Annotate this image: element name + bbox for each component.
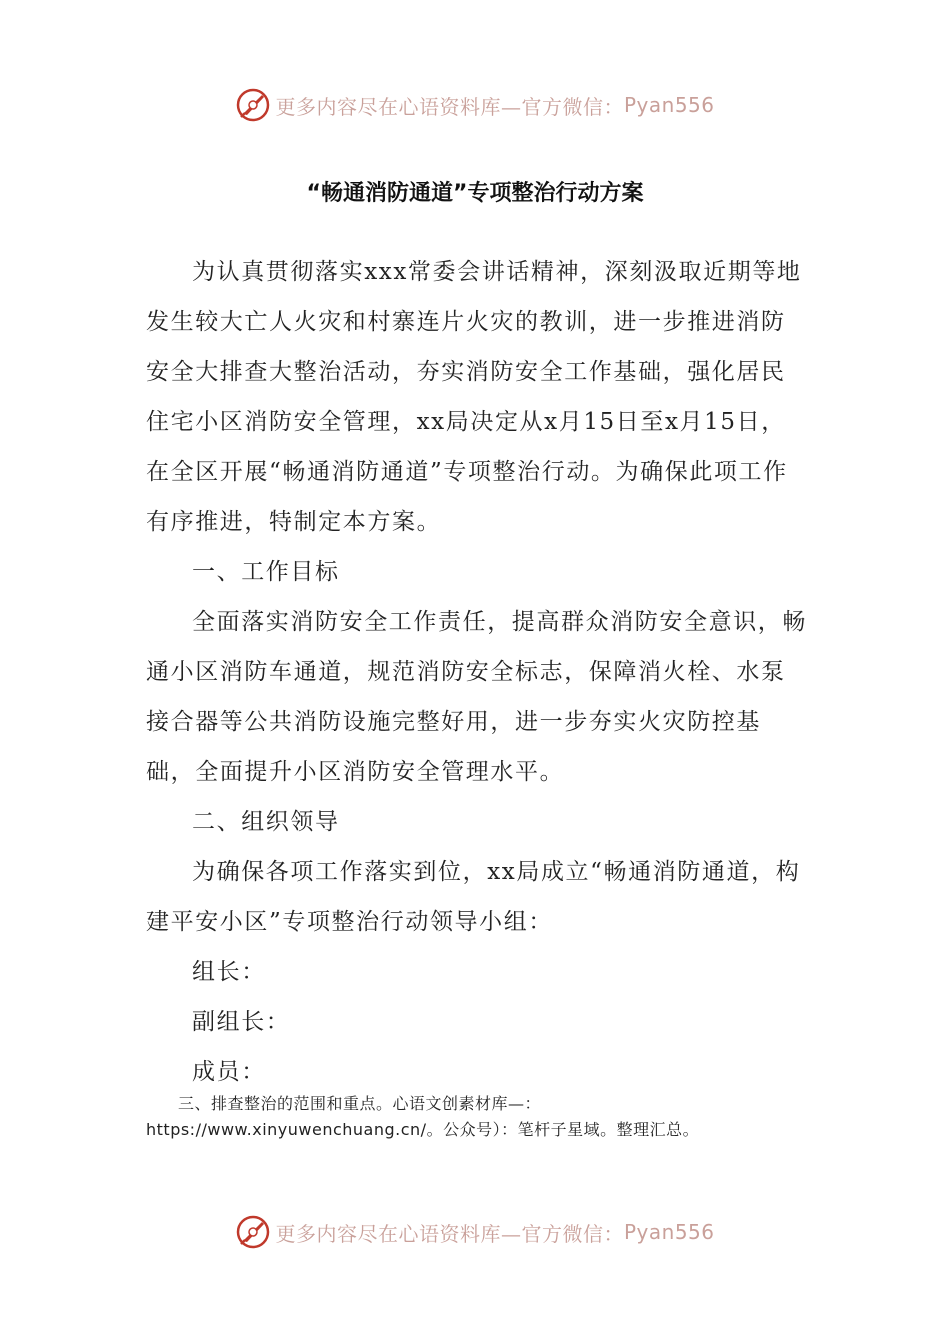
banner-text: 更多内容尽在心语资料库—官方微信： (275, 1221, 624, 1246)
goals-paragraph: 全面落实消防安全工作责任，提高群众消防安全意识，畅通小区消防车通道，规范消防安全标志，保障消火栓、水泵接合器等公共消防设施完整好用，进一步夯实火灾防控基础，全面提升小区消防安全管理水平。 (146, 609, 807, 785)
members-line: 成员： (192, 1059, 266, 1085)
note-prefix: 三、排查整治的范围和重点。心语文创素材库—： (178, 1094, 542, 1113)
banner-text: 更多内容尽在心语资料库—官方微信： (275, 94, 624, 119)
quill-logo-icon (235, 1214, 271, 1250)
section-heading-organization: 二、组织领导 (192, 809, 340, 835)
group-leader-line: 组长： (192, 959, 266, 985)
footer-banner (0, 1209, 950, 1255)
organization-paragraph: 为确保各项工作落实到位，xx局成立“畅通消防通道，构建平安小区”专项整治行动领导小组： (146, 859, 801, 935)
document-body (146, 247, 810, 1097)
banner-wechat-id: Pyan556 (623, 93, 715, 117)
header-banner (0, 82, 950, 128)
document-title: “畅通消防通道”专项整治行动方案 (306, 181, 644, 206)
note-suffix: 。公众号）：笔杆子星域。整理汇总。 (426, 1120, 700, 1139)
source-note (146, 1091, 746, 1143)
banner-wechat-id: Pyan556 (623, 1220, 715, 1244)
deputy-leader-line: 副组长： (192, 1009, 291, 1035)
source-url: https://www.xinyuwenchuang.cn/ (146, 1120, 427, 1139)
section-heading-goals: 一、工作目标 (192, 559, 340, 585)
intro-paragraph: 为认真贯彻落实xxx常委会讲话精神，深刻汲取近期等地发生较大亡人火灾和村寨连片火灾的教训，进一步推进消防安全大排查大整治活动，夯实消防安全工作基础，强化居民住宅小区消防安全管理，xx局决定从x月15日至x月15日，在全区开展“畅通消防通道”专项整治行动。为确保此项工作有序推进，特制定本方案。 (146, 259, 802, 535)
quill-logo-icon (235, 87, 271, 123)
